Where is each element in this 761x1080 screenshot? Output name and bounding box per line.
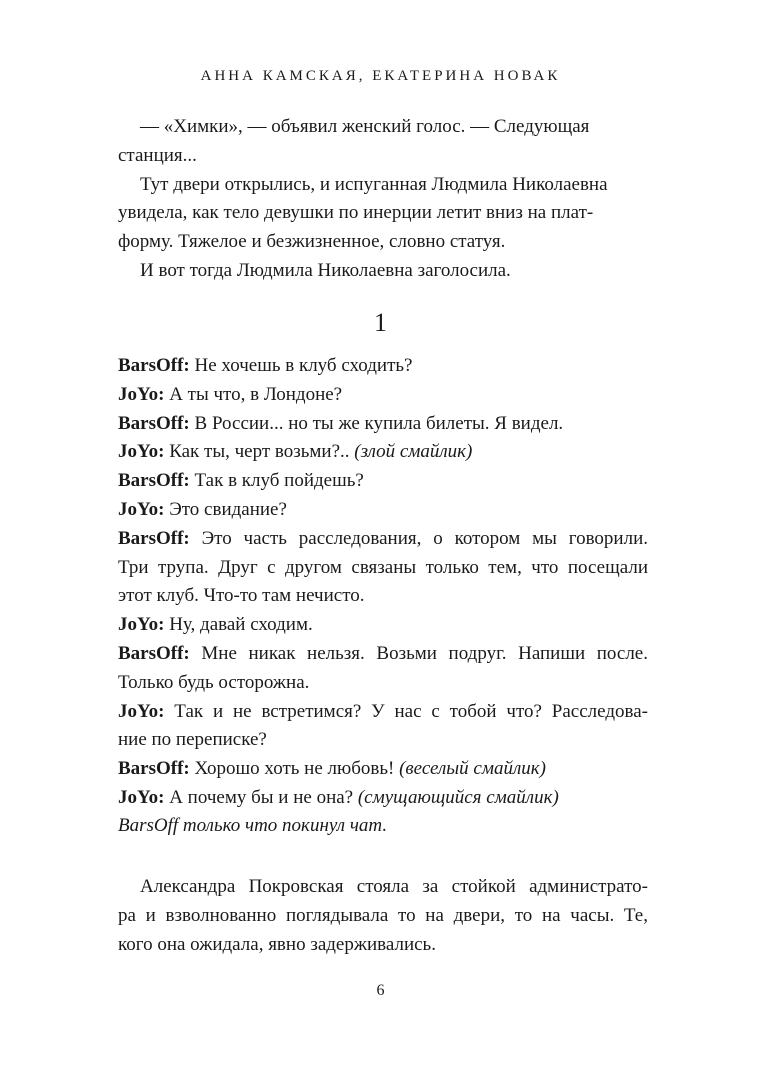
chat-emote: (веселый смайлик) (399, 758, 546, 780)
running-head: АННА КАМСКАЯ, ЕКАТЕРИНА НОВАК (200, 68, 561, 84)
chat-line (118, 438, 648, 467)
chat-text: ние по переписке? (118, 729, 267, 751)
chat-text: Это свидание? (164, 498, 287, 520)
chat-line (118, 582, 648, 611)
chat-text: Не хочешь в клуб сходить? (189, 355, 413, 376)
chat-text: Мне никак нельзя. Возьми подруг. Напиши после. (189, 642, 648, 664)
chat-line (118, 640, 648, 669)
chat-speaker: JoYo: (118, 700, 165, 722)
chat-text: Так в клуб пойдешь? (189, 470, 364, 492)
chat-speaker: BarsOff: (118, 470, 190, 492)
chat-speaker: BarsOff: (118, 412, 190, 434)
text-line: станция... (118, 144, 197, 166)
page-number: 6 (376, 982, 385, 999)
chat-speaker: JoYo: (118, 786, 165, 808)
chat-line (118, 467, 648, 496)
text-line: увидела, как тело девушки по инерции летит вниз на плат- (118, 202, 594, 224)
opening-text (118, 113, 648, 286)
chat-speaker: BarsOff: (118, 642, 190, 664)
chat-log (118, 352, 648, 813)
chat-text: Это часть расследования, о котором мы говорили. (189, 527, 648, 549)
chat-speaker: JoYo: (118, 441, 165, 463)
closing-text (118, 873, 648, 959)
chapter-number: 1 (374, 308, 387, 337)
chat-text: Только будь осторожна. (118, 671, 310, 693)
chat-speaker: JoYo: (118, 383, 165, 405)
chat-speaker: JoYo: (118, 614, 165, 636)
chat-text: этот клуб. Что-то там нечисто. (118, 585, 365, 607)
text-line: Тут двери открылись, и испуганная Людмила Николаевна (140, 173, 608, 195)
chat-speaker: BarsOff: (118, 758, 190, 780)
system-message: BarsOff только что покинул чат. (118, 815, 388, 836)
chat-speaker: BarsOff: (118, 527, 190, 549)
chat-line (118, 669, 648, 698)
text-line: кого она ожидала, явно задерживались. (118, 933, 436, 955)
chat-text: Три трупа. Друг с другом связаны только тем, что посещали (118, 556, 648, 578)
chat-text: А ты что, в Лондоне? (164, 383, 343, 405)
chat-line (118, 755, 648, 784)
chat-text: Ну, давай сходим. (164, 614, 313, 636)
chat-text: В России... но ты же купила билеты. Я видел. (189, 412, 564, 434)
chat-speaker: BarsOff: (118, 355, 190, 376)
chat-line (118, 381, 648, 410)
chat-line (118, 611, 648, 640)
chat-line (118, 784, 648, 813)
text-line: — «Химки», — объявил женский голос. — Следующая (140, 116, 590, 137)
chat-emote: (смущающийся смайлик) (357, 786, 559, 808)
chat-text: Как ты, черт возьми?.. (164, 441, 355, 463)
chat-emote: (злой смайлик) (354, 441, 473, 463)
chat-speaker: JoYo: (118, 498, 165, 520)
chat-line (118, 496, 648, 525)
text-line: Александра Покровская стояла за стойкой администрато- (140, 876, 648, 897)
text-line: ра и взволнованно поглядывала то на двери, то на часы. Те, (118, 904, 648, 926)
chat-line (118, 410, 648, 439)
text-line: форму. Тяжелое и безжизненное, словно статуя. (118, 231, 506, 253)
chat-line (118, 554, 648, 583)
chat-line (118, 726, 648, 755)
chat-text: А почему бы и не она? (164, 786, 358, 808)
chat-text: Так и не встретимся? У нас с тобой что? Расследова- (164, 700, 648, 722)
chat-line (118, 698, 648, 727)
text-line: И вот тогда Людмила Николаевна заголосила. (140, 259, 511, 281)
chat-line (118, 352, 648, 381)
chat-line (118, 525, 648, 554)
chat-text: Хорошо хоть не любовь! (189, 758, 400, 780)
